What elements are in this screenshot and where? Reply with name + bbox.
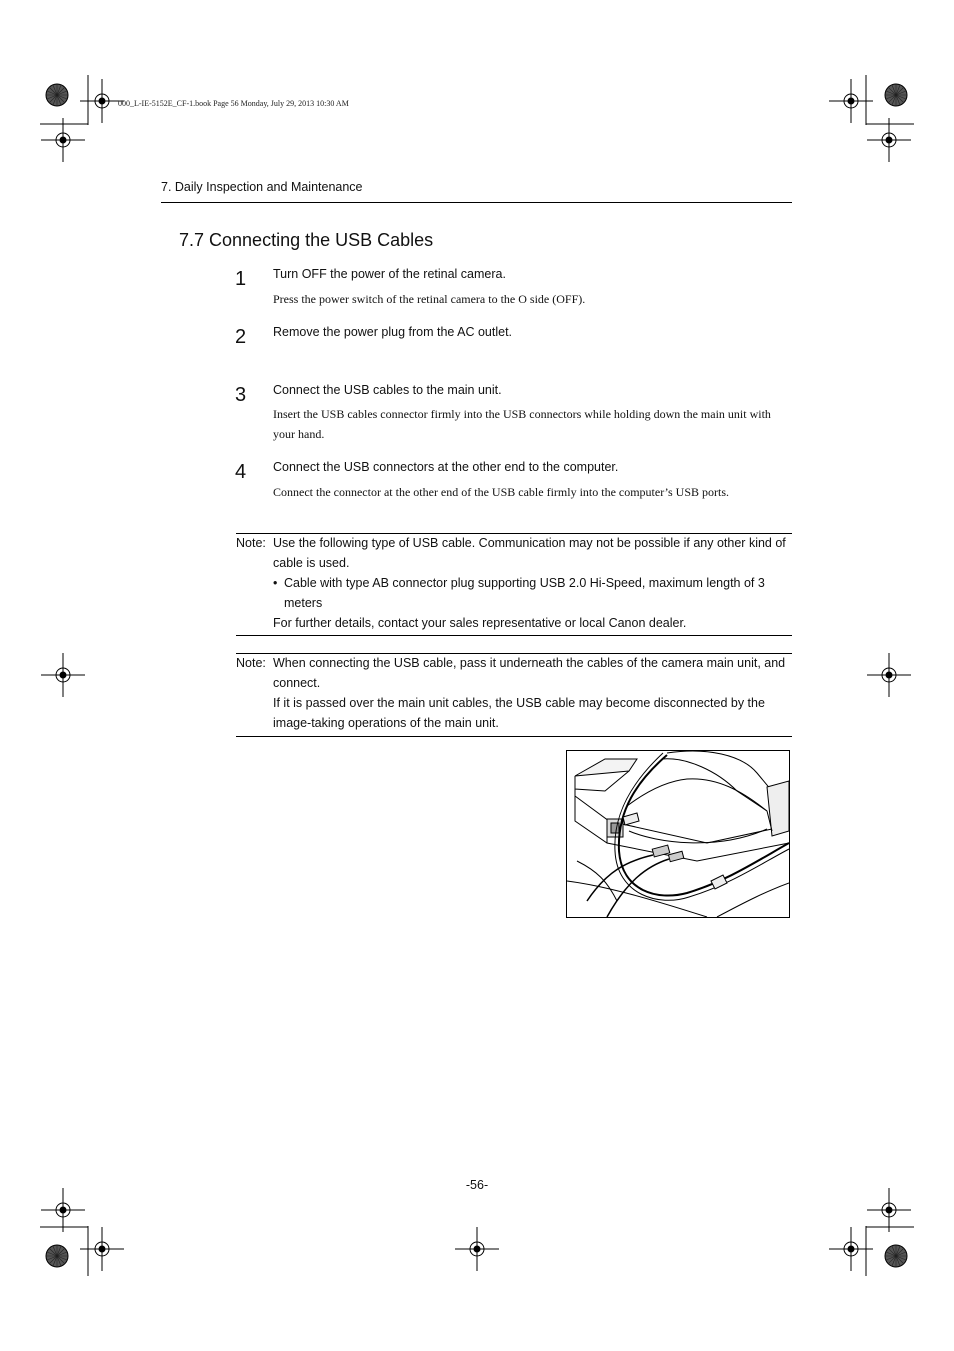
step-1-title: Turn OFF the power of the retinal camera. (273, 267, 506, 281)
bullet-icon: • (273, 576, 278, 590)
step-3-title: Connect the USB cables to the main unit. (273, 383, 502, 397)
step-1-detail: Press the power switch of the retinal camera to the O side (OFF). (273, 292, 586, 306)
print-slug: 000_L-IE-5152E_CF-1.book Page 56 Monday, July 29, 2013 10:30 AM (118, 99, 349, 108)
step-1-number: 1 (235, 268, 247, 290)
step-4-number: 4 (235, 461, 247, 483)
note-2-after: If it is passed over the main unit cables, the USB cable may become disconnected by the image-taking operations of the main unit. (273, 696, 765, 730)
note-2-label: Note: (236, 656, 266, 670)
note-2-body (273, 653, 793, 733)
step-2-number: 2 (235, 326, 247, 348)
note-1-bottom-rule (236, 635, 792, 636)
usb-cable-illustration (566, 750, 790, 918)
step-3-detail: Insert the USB cables connector firmly into the USB connectors while holding down the main unit with your hand. (273, 407, 771, 441)
note-2-text: When connecting the USB cable, pass it underneath the cables of the camera main unit, and connect. (273, 656, 786, 690)
note-2-bottom-rule (236, 736, 792, 737)
note-1-bullet-item (273, 573, 793, 613)
step-2-title: Remove the power plug from the AC outlet. (273, 325, 513, 339)
note-1-bullet-text: Cable with type AB connector plug supporting USB 2.0 Hi-Speed, maximum length of 3 meters (284, 576, 765, 610)
section-title: 7.7 Connecting the USB Cables (179, 230, 434, 250)
note-1-body (273, 533, 793, 633)
page-number: -56- (465, 1178, 489, 1192)
step-4-detail: Connect the connector at the other end of the USB cable firmly into the computer’s USB ports. (273, 485, 730, 499)
usb-cable-drawing (567, 751, 789, 917)
step-4-title: Connect the USB connectors at the other end to the computer. (273, 460, 619, 474)
note-1-label: Note: (236, 536, 266, 550)
header-rule (161, 202, 792, 203)
note-1-after: For further details, contact your sales representative or local Canon dealer. (273, 616, 687, 630)
note-1-text: Use the following type of USB cable. Communication may not be possible if any other kind of cable is used. (273, 536, 786, 570)
running-head: 7. Daily Inspection and Maintenance (161, 180, 363, 194)
step-3-number: 3 (235, 384, 247, 406)
